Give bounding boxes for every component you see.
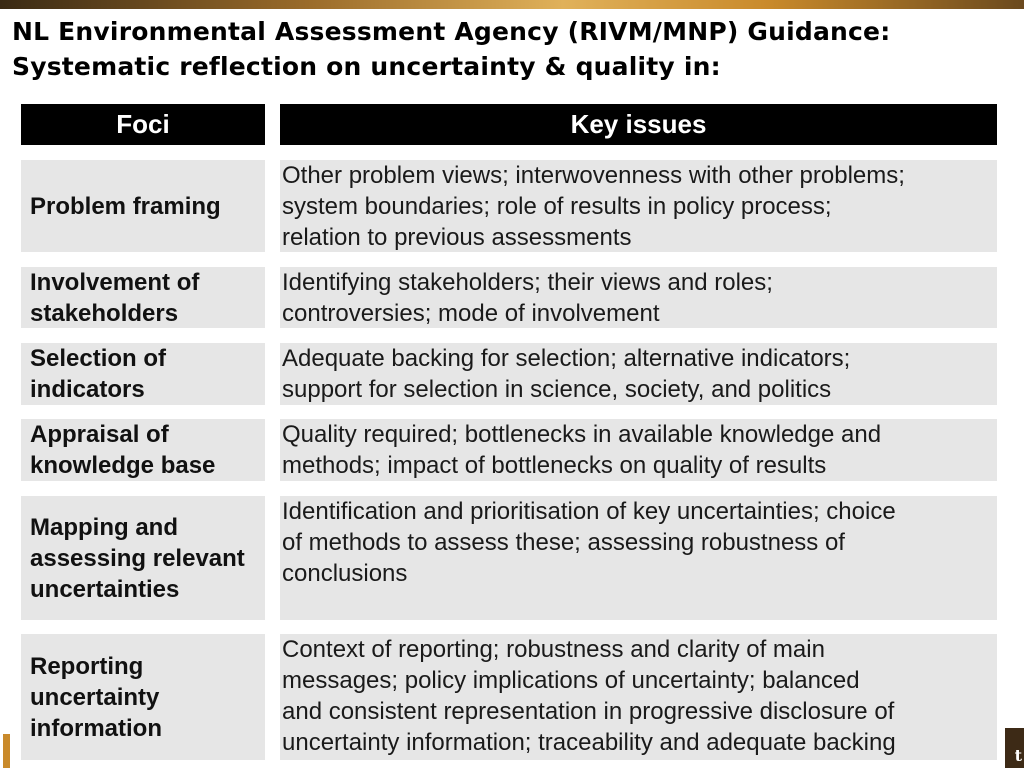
left-footer-accent	[3, 734, 10, 768]
key-issues-cell-reporting-uncertainty-information	[280, 634, 997, 760]
foci-cell-mapping-and-assessing	[21, 496, 265, 620]
footer-corner-block	[1005, 728, 1024, 768]
key-issues-line: controversies; mode of involvement	[282, 300, 660, 327]
column-header-foci: Foci	[21, 104, 265, 145]
key-issues-cell-appraisal-of-knowledge-base	[280, 419, 997, 481]
key-issues-line: Identification and prioritisation of key uncertainties; choice	[282, 498, 896, 525]
key-issues-line: Adequate backing for selection; alternative indicators;	[282, 345, 851, 372]
key-issues-line: messages; policy implications of uncertainty; balanced	[282, 667, 860, 694]
foci-label: Selection of indicators	[30, 345, 167, 403]
key-issues-cell-selection-of-indicators	[280, 343, 997, 405]
key-issues-line: support for selection in science, society, and politics	[282, 376, 832, 403]
foci-cell-reporting-uncertainty-information	[21, 634, 265, 760]
title-line-2: Systematic reflection on uncertainty & quality in:	[12, 52, 721, 81]
foci-label: Mapping and assessing relevant uncertainties	[30, 513, 245, 603]
key-issues-line: relation to previous assessments	[282, 224, 632, 251]
key-issues-line: and consistent representation in progressive disclosure of	[282, 698, 895, 725]
foci-label: Reporting uncertainty information	[30, 652, 162, 742]
key-issues-line: of methods to assess these; assessing robustness of	[282, 529, 845, 556]
foci-cell-problem-framing	[21, 160, 265, 252]
foci-label: Problem framing	[30, 192, 221, 220]
foci-cell-selection-of-indicators	[21, 343, 265, 405]
footer-corner-text: t	[1014, 746, 1022, 765]
column-header-key-issues: Key issues	[280, 104, 997, 145]
key-issues-line: conclusions	[282, 560, 408, 587]
key-issues-cell-mapping-and-assessing	[280, 496, 997, 620]
key-issues-line: Quality required; bottlenecks in available knowledge and	[282, 421, 882, 448]
title-line-1: NL Environmental Assessment Agency (RIVM/MNP) Guidance:	[12, 17, 891, 46]
key-issues-cell-problem-framing	[280, 160, 997, 252]
key-issues-cell-involvement-of-stakeholders	[280, 267, 997, 328]
key-issues-line: system boundaries; role of results in policy process;	[282, 193, 832, 220]
foci-cell-involvement-of-stakeholders	[21, 267, 265, 328]
foci-cell-appraisal-of-knowledge-base	[21, 419, 265, 481]
key-issues-line: Identifying stakeholders; their views and roles;	[282, 269, 773, 296]
key-issues-line: uncertainty information; traceability and adequate backing	[282, 729, 896, 756]
key-issues-line: Other problem views; interwovenness with other problems;	[282, 162, 905, 189]
key-issues-line: methods; impact of bottlenecks on quality of results	[282, 452, 827, 479]
key-issues-line: Context of reporting; robustness and clarity of main	[282, 636, 825, 663]
foci-label: Involvement of stakeholders	[30, 268, 200, 327]
foci-label: Appraisal of knowledge base	[30, 421, 216, 479]
